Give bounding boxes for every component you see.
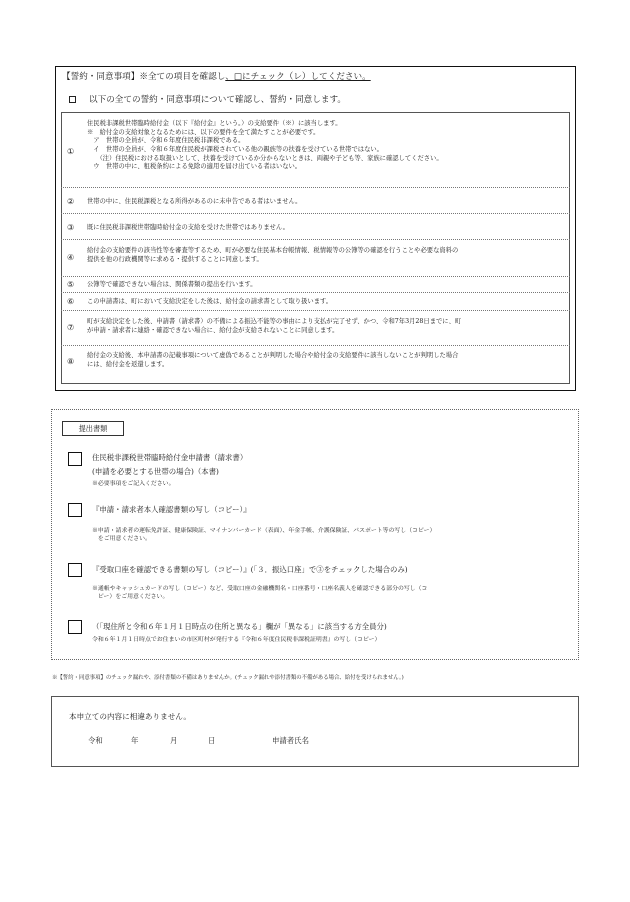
item-divider (61, 345, 570, 346)
signature-section (51, 696, 579, 767)
oath-item-3 (87, 224, 289, 233)
applicant-name-field[interactable]: 申請者氏名 (272, 736, 309, 745)
item-divider (61, 239, 570, 240)
oath-item-3-number: ③ (67, 222, 75, 232)
oath-item-8-line-2: には、給付金を返還します。 (87, 360, 169, 368)
oath-item-2 (87, 198, 301, 207)
oath-item-1-number: ① (67, 146, 75, 156)
oath-item-3-line-1: 既に住民税非課税世帯臨時給付金の支給を受けた世帯ではありません。 (87, 224, 289, 231)
doc-4-checkbox[interactable] (68, 620, 82, 634)
agree-all-label: 以下の全ての誓約・同意事項について確認し、誓約・同意します。 (89, 95, 346, 105)
doc-2-note-line-1: ※申請・請求者の運転免許証、健康保険証、マイナンバーカード（表面）、年金手帳、介護保険証、パスポート等の写し（コピー） (92, 528, 436, 534)
doc-2-title: 『申請・請求者本人確認書類の写し（コピー）』 (92, 505, 251, 514)
doc-2-note (92, 527, 435, 544)
agree-all-checkbox[interactable] (69, 96, 76, 103)
oath-item-4-number: ④ (67, 252, 75, 262)
doc-4-note-line-1: 令和６年１月１日時点でお住まいの市区町村が発行する『令和６年度住民税非課税証明書』の写し（コピー） (92, 637, 381, 643)
oath-item-1-line-3: ア 世帯の全員が、令和６年度住民税非課税である。 (87, 137, 245, 145)
footnote: ※【誓約・同意事項】のチェック漏れや、添付書類の不備はありませんか。(チェック漏れや添付書類の不備がある場合、給付を受けられません。) (52, 675, 404, 681)
oath-item-6-line-1: この申請書は、町において支給決定をした後は、給付金の請求書として取り扱います。 (87, 298, 333, 305)
oath-item-7-line-2: が申請・請求者に連絡・確認できない場合に、給付金が支給されないことに同意します。 (87, 326, 339, 334)
documents-tag: 提出書類 (62, 421, 124, 436)
signature-statement: 本申立ての内容に相違ありません。 (69, 712, 191, 721)
signature-day-field[interactable]: 日 (208, 736, 216, 745)
item-divider (61, 292, 570, 293)
oath-item-8-line-1: 給付金の支給後、本申請書の記載事項について虚偽であることが判明した場合や給付金の支給要件に該当しないことが判明した場合 (87, 352, 459, 359)
oath-item-1 (87, 120, 443, 172)
signature-year-field[interactable]: 年 (131, 736, 139, 745)
doc-3-title: 『受取口座を確認できる書類の写し（コピー）』(「３．振込口座」で③をチェックした場合のみ) (92, 565, 408, 574)
doc-3-note-line-1: ※通帳やキャッシュカードの写し（コピー）など、受取口座の金融機関名・口座番号・口座名義人を確認できる部分の写し（コ (92, 586, 428, 592)
oath-item-1-line-1: 住民税非課税世帯臨時給付金（以下『給付金』という。）の支給要件（※）に該当します。 (87, 120, 342, 127)
oath-heading (62, 72, 371, 83)
doc-1-note (92, 480, 174, 488)
oath-item-6-number: ⑥ (67, 296, 75, 306)
doc-4-note (92, 636, 380, 644)
oath-item-7-number: ⑦ (67, 322, 75, 332)
oath-heading-instruction: 、□にチェック（レ）してください。 (225, 72, 371, 82)
doc-3-checkbox[interactable] (68, 563, 82, 577)
oath-item-5 (87, 281, 257, 290)
doc-1-checkbox[interactable] (68, 452, 82, 466)
item-divider (61, 276, 570, 277)
oath-item-5-line-1: 公簿等で確認できない場合は、関係書類の提出を行います。 (87, 281, 257, 288)
doc-1-subtitle: (申請を必要とする世帯の場合)（本書) (92, 467, 219, 476)
item-divider (61, 310, 570, 311)
doc-2-checkbox[interactable] (68, 503, 82, 517)
oath-item-1-line-6: ウ 世帯の中に、租税条約による免除の適用を届け出ている者はいない。 (87, 163, 302, 171)
doc-4-title: （「現住所と令和６年１月１日時点の住所と異なる」欄が「異なる」に該当する方全員分) (92, 622, 387, 631)
oath-item-4-line-1: 給付金の支給要件の該当性等を審査等するため、町が必要な住民基本台帳情報、税情報等の公簿等の確認を行うことや必要な資料の (87, 247, 459, 254)
item-divider (61, 187, 570, 188)
oath-item-1-line-5: （注）住民税における取扱いとして、扶養を受けているか分からないときは、両親や子ども等、家族に確認してください。 (87, 154, 443, 162)
signature-month-field[interactable]: 月 (170, 736, 178, 745)
oath-item-2-line-1: 世帯の中に、住民税課税となる所得があるのに未申告である者はいません。 (87, 198, 302, 205)
oath-item-7-line-1: 町が支給決定をした後、申請書（請求書）の不備による振込不能等の事由により支払が完了せず、かつ、令和7年3月28日までに、町 (87, 318, 462, 325)
doc-1-note-line-1: ※必要事項をご記入ください。 (92, 481, 175, 487)
signature-era-label: 令和 (88, 736, 103, 745)
doc-1-title: 住民税非課税世帯臨時給付金申請書（請求書） (92, 453, 248, 462)
oath-heading-prefix: 【誓約・同意事項】※全ての項目を確認し (62, 72, 226, 82)
doc-3-note-line-2: ピー）をご用意ください。 (92, 594, 169, 601)
oath-item-6 (87, 298, 332, 307)
oath-item-4 (87, 247, 458, 264)
doc-3-note (92, 585, 427, 602)
oath-item-2-number: ② (67, 196, 75, 206)
oath-item-5-number: ⑤ (67, 279, 75, 289)
oath-item-1-line-2: ※ 給付金の支給対象となるためには、以下の要件を全て満たすことが必要です。 (87, 128, 320, 136)
oath-item-7 (87, 318, 461, 335)
oath-item-4-line-2: 提供を他の行政機関等に求める・提供することに同意します。 (87, 255, 263, 263)
doc-2-note-line-2: をご用意ください。 (92, 536, 151, 543)
oath-item-1-line-4: イ 世帯の全員が、令和６年度住民税が課税されている他の親族等の扶養を受けている世帯ではない。 (87, 146, 383, 154)
oath-item-8 (87, 352, 458, 369)
oath-item-8-number: ⑧ (67, 356, 75, 366)
item-divider (61, 213, 570, 214)
